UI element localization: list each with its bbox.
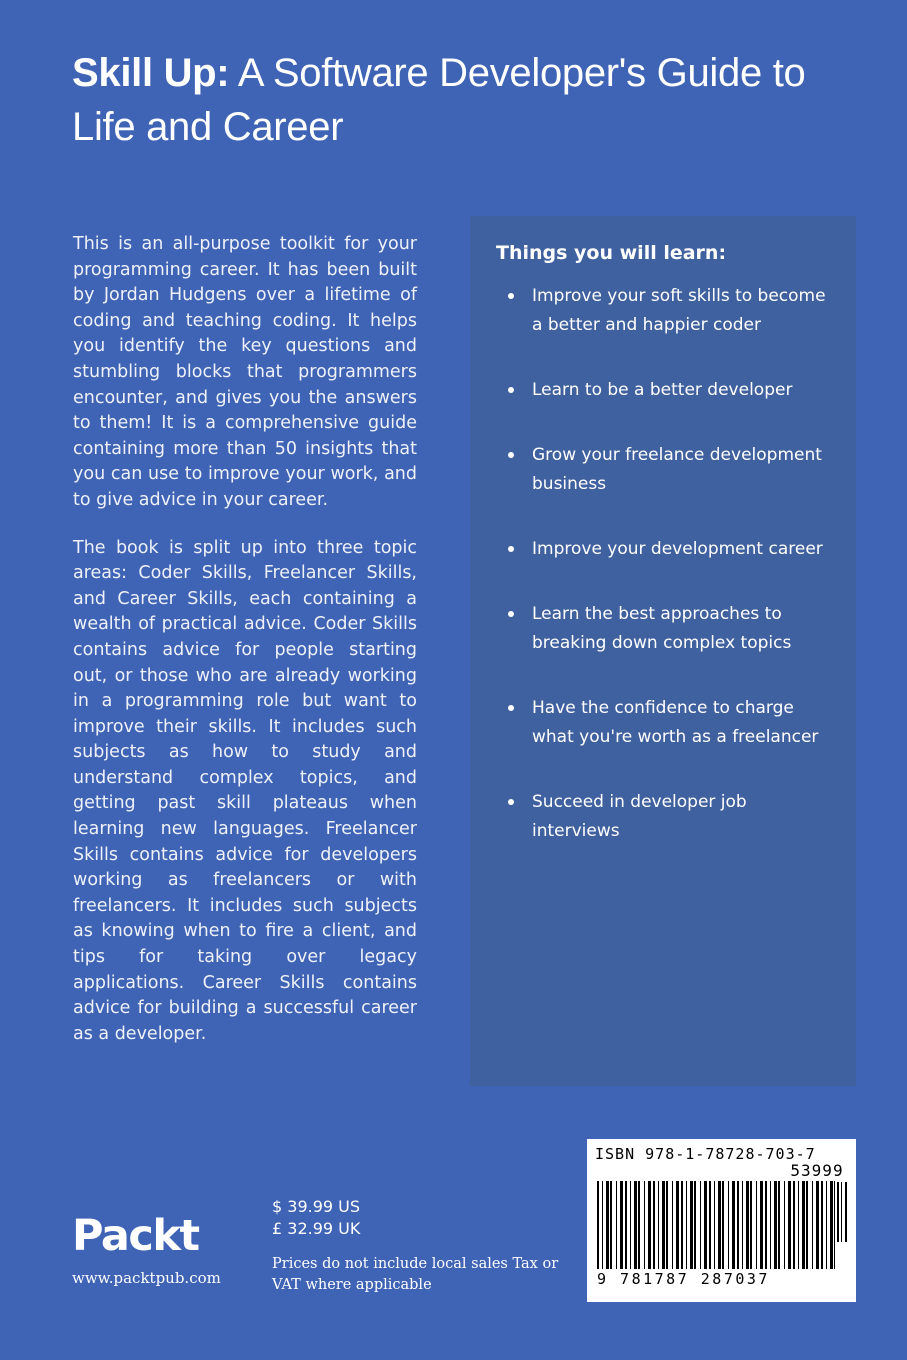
bullet-icon xyxy=(508,705,514,711)
learn-heading: Things you will learn: xyxy=(496,242,727,264)
bullet-icon xyxy=(508,387,514,393)
list-item-label: Grow your freelance development business xyxy=(532,445,822,494)
page-title xyxy=(72,46,852,154)
price-gbp: £ 32.99 UK xyxy=(272,1219,361,1238)
book-description xyxy=(73,232,417,1047)
bullet-icon xyxy=(508,546,514,552)
book-title-rest: A Software Developer's Guide to Life and Career xyxy=(72,51,806,149)
list-item xyxy=(494,600,828,658)
publisher-url[interactable]: www.packtpub.com xyxy=(72,1269,221,1287)
ean-bars-icon xyxy=(597,1181,835,1269)
description-paragraph-2: The book is split up into three topic areas: Coder Skills, Freelancer Skills, and Career Skills, each containing a wealth of practical advice. Coder Skills contains advice for people starting out, or those who are already working in a programming role but want to improve their skills. It includes such subjects as how to study and understand complex topics, and getting past skill plateaus when learning new languages. Freelancer Skills contains advice for developers working as freelancers or with freelancers. It includes such subjects as knowing when to fire a client, and tips for taking over legacy applications. Career Skills contains advice for building a successful career as a developer. xyxy=(73,537,417,1044)
list-item-label: Learn to be a better developer xyxy=(532,380,793,400)
bullet-icon xyxy=(508,611,514,617)
list-item xyxy=(494,441,828,499)
publisher-logo xyxy=(72,1211,247,1287)
book-title-bold: Skill Up: xyxy=(72,51,230,95)
list-item-label: Succeed in developer job interviews xyxy=(532,792,747,841)
list-item-label: Improve your development career xyxy=(532,539,823,559)
publisher-name: Packt xyxy=(72,1211,199,1261)
price-usd: $ 39.99 US xyxy=(272,1197,361,1216)
list-item-label: Improve your soft skills to become a better and happier coder xyxy=(532,286,826,335)
list-item-label: Have the confidence to charge what you're worth as a freelancer xyxy=(532,698,819,747)
bullet-icon xyxy=(508,799,514,805)
list-item-label: Learn the best approaches to breaking down complex topics xyxy=(532,604,792,653)
price-note: Prices do not include local sales Tax or VAT where applicable xyxy=(272,1256,559,1293)
list-item xyxy=(494,376,828,405)
list-item xyxy=(494,282,828,340)
book-title xyxy=(72,46,852,154)
description-paragraph-1: This is an all-purpose toolkit for your programming career. It has been built by Jordan Hudgens over a lifetime of coding and teaching coding. It helps you identify the key questions and stumbling blocks that programmers encounter, and gives you the answers to them! It is a comprehensive guide containing more than 50 insights that you can use to improve your work, and to give advice in your career. xyxy=(73,234,417,510)
learn-list xyxy=(494,282,828,846)
things-you-will-learn-panel xyxy=(470,216,856,1086)
bullet-icon xyxy=(508,452,514,458)
isbn-label: ISBN 978-1-78728-703-7 xyxy=(595,1145,816,1163)
list-item xyxy=(494,535,828,564)
barcode xyxy=(587,1139,856,1302)
bullet-icon xyxy=(508,293,514,299)
addon-digits: 53999 xyxy=(790,1161,844,1180)
pricing-block xyxy=(272,1196,562,1296)
ean-digits: 9 781787 287037 xyxy=(597,1270,770,1288)
list-item xyxy=(494,788,828,846)
list-item xyxy=(494,694,828,752)
